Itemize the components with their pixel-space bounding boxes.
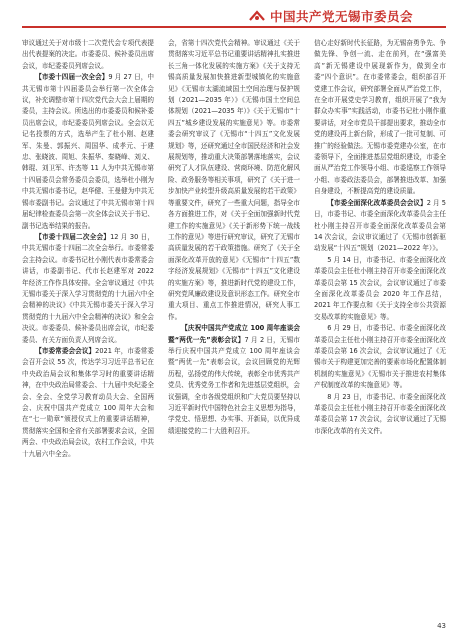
column-middle [168, 38, 300, 618]
article-body [22, 38, 446, 618]
page-header [0, 0, 468, 30]
section-paragraph [22, 232, 154, 346]
body-paragraph: 6 月 29 日，市委书记、市委全面深化改革委员会主任杜小刚主持召开市委全面深化改革委员会第 16 次会议，会议审议通过了《无锡市关于构建更加完善的要素市场化配置体制机制的实施意见》《无锡市关于推进农村集体产权制度改革的实施意见》等。 [314, 324, 446, 390]
column-right [314, 38, 446, 618]
body-paragraph: 审议通过关于对市级十二次党代会专项代表提出代表提案的决定。市委委员、候补委员出席会议，市纪委委员列席会议。 [22, 39, 154, 70]
section-paragraph [168, 323, 300, 437]
section-heading: 【庆祝中国共产党成立 100 周年座谈会暨“两优一先”表彰会议】 [168, 324, 300, 344]
section-body: 2 月 5 日，市委书记、市委全面深化改革委员会主任杜小刚主持召开市委全面深化改革委员会第 14 次会议，会议审议通过了《无锡市创新驱动发展“十四五”规划（2021—2022 年）》。 [314, 198, 446, 253]
section-heading: 【市委常委会会议】 [35, 346, 96, 355]
section-heading: 【市委十四届一次全会】 [35, 73, 109, 82]
section-paragraph [314, 198, 446, 255]
section-heading: 【市委十四届二次全会】 [35, 232, 111, 241]
column-left [22, 38, 154, 618]
section-body: 12 月 30 日，中共无锡市委十四届二次全会举行。市委常委会主持会议。市委书记杜小刚代表市委常委会讲话，市委副书记、代市长赵建军对 2022 年经济工作作具体安排。全会审议通过《中共无锡市委关于深入学习贯彻党的十九届六中全会精神的决议》《中共无锡市委关于深入学习贯彻党的十九届六中全会精神的决议》和全会决议。市委委员、候补委员出席会议，市纪委委员、有关方面负责人列席会议。 [22, 232, 154, 344]
section-body: 7 月 2 日，无锡市举行庆祝中国共产党成立 100 周年座谈会暨“两优一先”表彰会议，会议回顾党的光辉历程，弘扬党的伟大传统，表彰全市优秀共产党员、优秀党务工作者和先进基层党组织，会议强调，全市各级党组织和广大党员要坚持以习近平新时代中国特色社会主义思想为指导，学党史、悟思想、办实事、开新局，以优异成绩迎接党的二十大胜利召开。 [168, 335, 300, 435]
header-title: 中国共产党无锡市委员会 [270, 9, 414, 24]
section-paragraph [22, 72, 154, 232]
section-paragraph [22, 346, 154, 460]
party-emblem-icon [248, 9, 266, 23]
body-paragraph: 信心走好新时代长征路，为无锡奋勇争先、争做先锋、争创一流、走在前列，在“强富美高”新无锡建设中展现新作为，做到全市委“四个意识”。在市委常委会，组织部召开党建工作会议，研究部署全面从严治党工作，在全市开展党史学习教育，组织开展了“我为群众办实事”实践活动，市委书记杜小刚作重要讲话，对全市党员干部提出要求，推动全市党的建设再上新台阶，形成了一批可复制、可推广的经验做法。无锡市委党建办公室，在市委领导下，全面推进基层党组织建设，市委全面从严治党工作领导小组、市委巡察工作领导小组、市委政法委员会，部署推进改革、加强自身建设，不断提高党的建设质量。 [314, 39, 446, 196]
section-body: 2021 年，市委常委会召开会议 55 次，传达学习习近平总书记在中央政治局会议和集体学习时的重要讲话精神，在中央政治局常委会、十九届中央纪委全会、全会、全党学习教育动员大会、全国两会、庆祝中国共产党成立 100 周年大会和在“七一勋章”颁授仪式上的重要讲话精神，贯彻落实全国和全省有关部署要求会议，全国两会、中央政治局会议，农村工作会议，中共十九届六中全会。 [22, 346, 154, 458]
section-heading: 【市委全面深化改革委员会会议】 [327, 198, 427, 207]
body-paragraph: 会，省第十四次党代会精神。审议通过《关于贯彻落实习近平总书记重要讲话精神扎实推进长三角一体化发展的实施方案》《关于支持无锡高质量发展加快推进新型城镇化的实施意见》《无锡市太湖流域国土空间治理与保护规划（2021—2035 年）》《无锡市国土空间总体规划（2021—2035 年）》《关于无锡市“十四五”城乡建设发展的实施意见》等。市委常委会研究审议了《无锡市“十四五”文化发展规划》等，还研究通过全市国民经济和社会发展规划等，推动重大决策部署落地落实，会议研究了人才队伍建设、营商环境、防范化解风险、政务服务等相关事项，研究了《关于进一步加快产业转型升级高质量发展的若干政策》等重要文件，研究了一些重大问题，指导全市各方面推进工作，对《关于全面加强新时代党建工作的实施意见》《关于新形势下统一战线工作的意见》等进行研究审议，研究了无锡市高质量发展的若干政策措施。研究了《关于全面深化改革开放的意见》《无锡市“十四五”数字经济发展规划》《无锡市“十四五”文化建设的实施方案》等，推进新时代党的建设工作，研究党风廉政建设及意识形态工作。研究全市重大项目、重点工作推进情况，研究人事工作。 [168, 39, 300, 321]
header-divider [22, 26, 446, 28]
section-body: 9 月 27 日，中共无锡市第十四届委员会举行第一次全体会议，补充调整市第十四次党代会大会上届期的委员，主持会议。所选出的市委委员和候补委员出席会议，市纪委委员列席会议。全会以无记名投票的方式，选举产生了杜小刚、赵建军、朱曼、郭振兴、周国华、成孝元、于建忠、张晓波、周旭、朱振华、秦晓峰、刘义、韩琨、刘卫军、许杰等 11 人为中共无锡市第十四届委员会常务委员会委员，选举杜小刚为中共无锡市委书记，赵华健、王曼健为中共无锡市委副书记。会议通过了中共无锡市第十四届纪律检查委员会第一次全体会议关于书记、副书记选举结果的报告。 [22, 73, 154, 230]
body-paragraph: 5 月 14 日，市委书记、市委全面深化改革委员会主任杜小刚主持召开市委全面深化改革委员会第 15 次会议，会议审议通过了市委全面深化改革委员会 2020 年工作总结，2021 年工作要点和《关于支持全市公共资源交易改革的实施意见》等。 [314, 255, 446, 321]
page-number: 43 [437, 622, 446, 630]
body-paragraph: 8 月 23 日，市委书记、市委全面深化改革委员会主任杜小刚主持召开市委全面深化改革委员会第 17 次会议，会议审议通过了无锡市深化改革的有关文件。 [314, 392, 446, 435]
